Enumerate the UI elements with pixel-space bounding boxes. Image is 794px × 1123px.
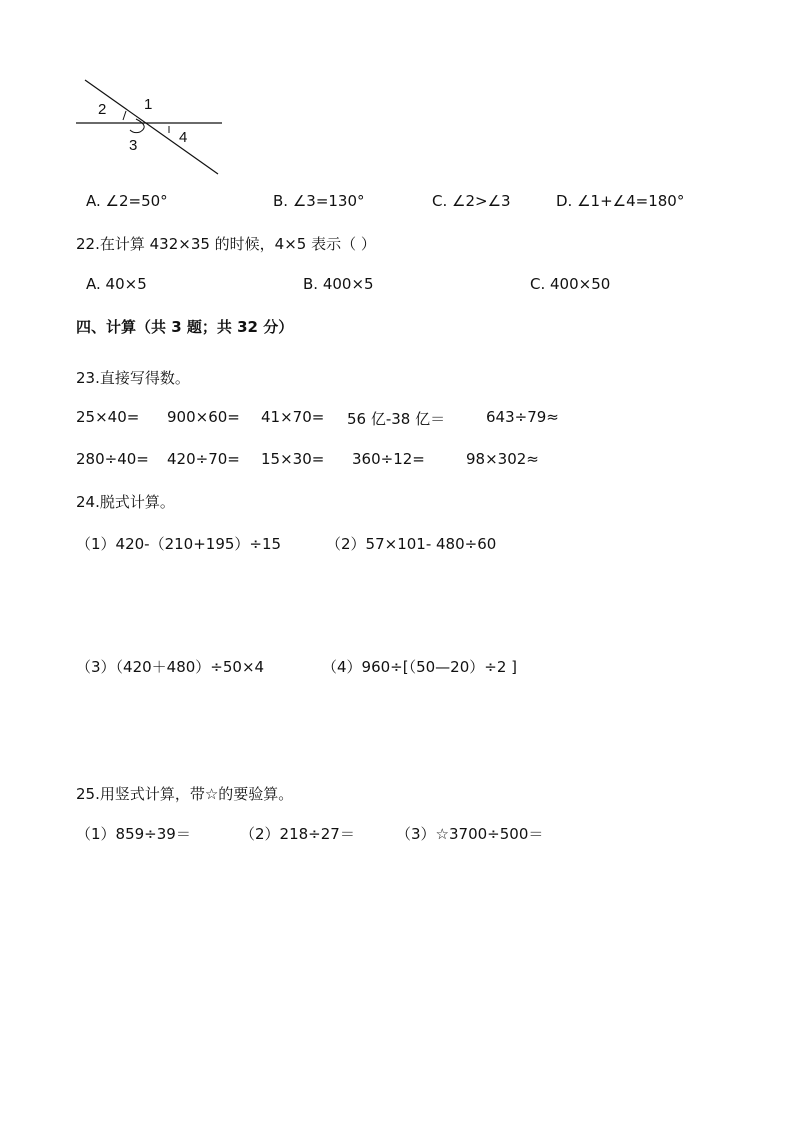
q23-r1-c2: 900×60=: [167, 408, 240, 426]
q22-stem: 22.在计算 432×35 的时候，4×5 表示（ ）: [76, 235, 376, 253]
q23-stem: 23.直接写得数。: [76, 369, 190, 387]
q23-r1-c4: 56 亿-38 亿＝: [347, 410, 446, 428]
q24-item-4: （4）960÷[（50—20）÷2 ]: [322, 658, 518, 676]
q24-item-2: （2）57×101- 480÷60: [326, 535, 497, 553]
q25-item-2: （2）218÷27＝: [240, 825, 355, 843]
angle-label-1: 1: [144, 96, 153, 113]
q23-r1-c3: 41×70=: [261, 408, 325, 426]
angle-label-4: 4: [179, 129, 188, 146]
q22-option-b: B. 400×5: [303, 275, 374, 293]
section-4-title: 四、计算（共 3 题；共 32 分）: [76, 318, 294, 336]
slanted-line: [85, 80, 218, 174]
q23-r2-c3: 15×30=: [261, 450, 325, 468]
angle-arc-2: [123, 111, 126, 120]
q21-option-b: B. ∠3=130°: [273, 192, 365, 210]
q21-option-d: D. ∠1+∠4=180°: [556, 192, 685, 210]
q23-r2-c5: 98×302≈: [466, 450, 539, 468]
q25-stem: 25.用竖式计算，带☆的要验算。: [76, 785, 294, 803]
q24-item-1: （1）420-（210+195）÷15: [76, 535, 282, 553]
q21-option-c: C. ∠2>∠3: [432, 192, 511, 210]
q24-stem: 24.脱式计算。: [76, 493, 175, 511]
q22-option-c: C. 400×50: [530, 275, 611, 293]
q23-r1-c5: 643÷79≈: [486, 408, 559, 426]
q22-option-a: A. 40×5: [86, 275, 147, 293]
q23-r1-c1: 25×40=: [76, 408, 140, 426]
angle-label-3: 3: [129, 137, 138, 154]
q23-r2-c4: 360÷12=: [352, 450, 425, 468]
q25-item-3: （3）☆3700÷500＝: [396, 825, 544, 843]
angle-figure: [70, 74, 230, 180]
angle-label-2: 2: [98, 101, 107, 118]
q24-item-3: （3）（420＋480）÷50×4: [76, 658, 265, 676]
q23-r2-c2: 420÷70=: [167, 450, 240, 468]
q21-option-a: A. ∠2=50°: [86, 192, 168, 210]
q23-r2-c1: 280÷40=: [76, 450, 149, 468]
angle-arc-3: [130, 119, 144, 133]
q25-item-1: （1）859÷39＝: [76, 825, 191, 843]
